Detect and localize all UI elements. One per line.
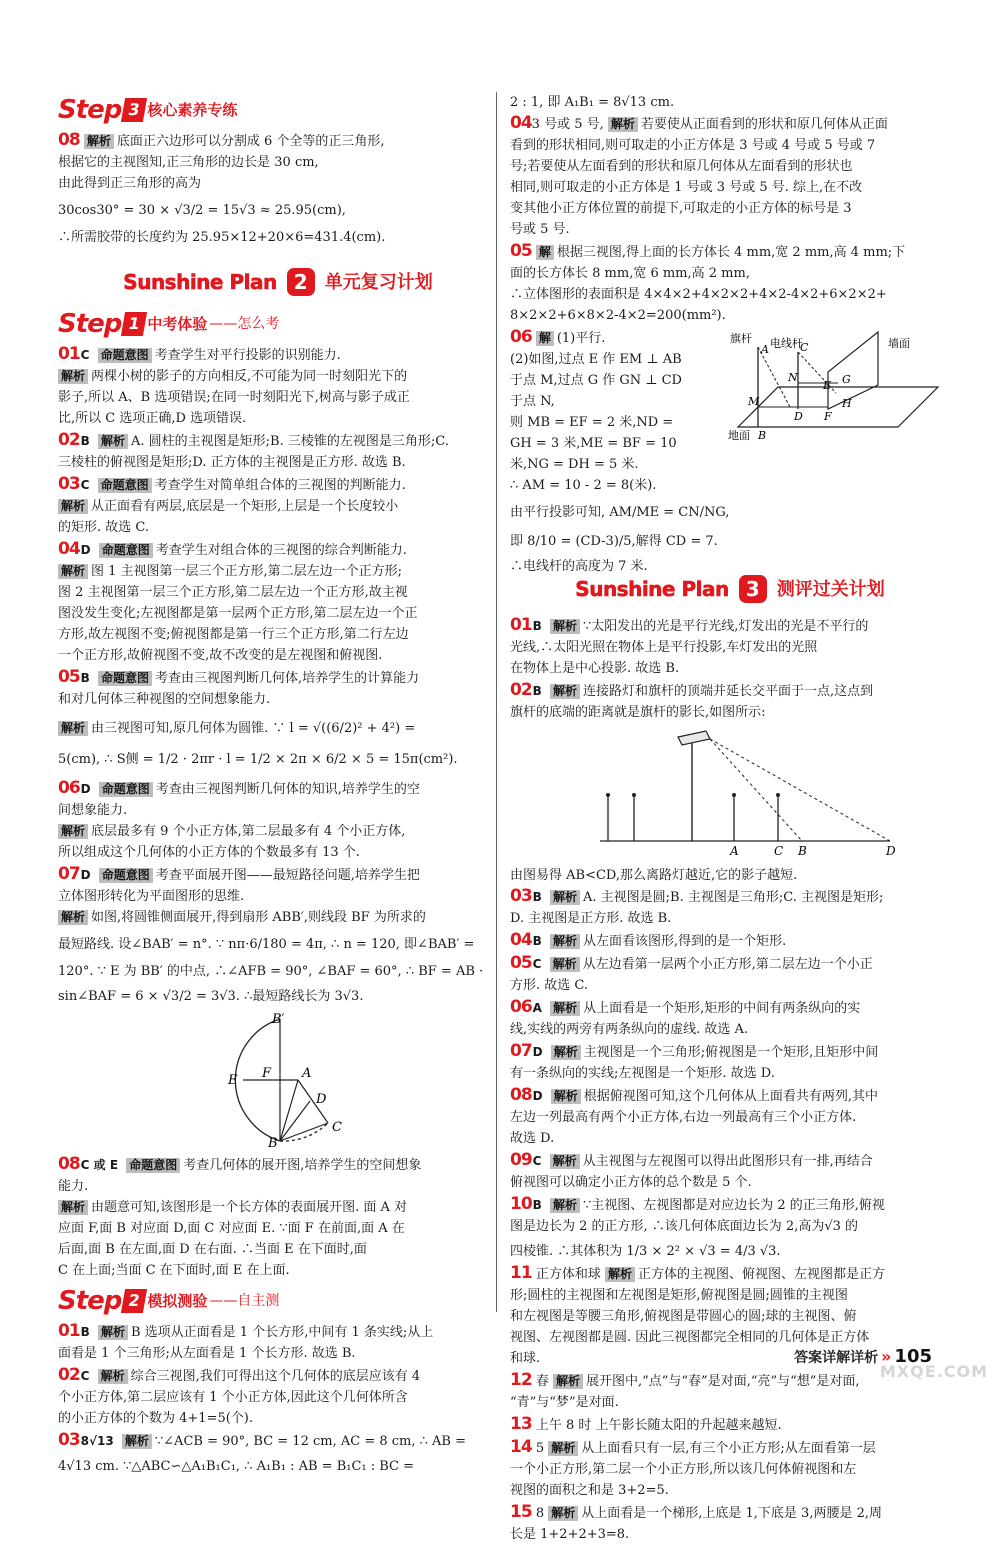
step-title: 中考体验 [147, 314, 208, 333]
label-e: E [228, 1073, 238, 1088]
answer: 正方体和球 [535, 1267, 601, 1282]
s04: 043 号或 5 号, 解析 若要使从正面看到的形状和原几何体从正面 看到的形状相同,则可取走的小正方体是 3 号或 4 号或 5 号或 7 号;若要使从左面看到的形状和原几何体从左面看到的形状也 相同,则可取走的小正方体是 1 号或 3 号或 5 号. 综上,在不改 变其他小正方体位置的前提下,可取走的小正方体的标号是 3 号或 5 号. [510, 113, 950, 240]
t01 [510, 615, 950, 679]
s01 [58, 1321, 498, 1364]
text-line: 从上面看是一个梯形,上底是 1,下底是 3,两腰是 2,周 [581, 1506, 882, 1521]
ray-1 [758, 347, 790, 407]
step-title: 模拟测验 [147, 1291, 208, 1310]
text-line: (1)平行. [556, 331, 606, 346]
text-line: 底层最多有 9 个小正方体,第二层最多有 4 个小正方体, [91, 824, 406, 839]
step-subtitle: ——怎么考 [209, 315, 280, 332]
text-line: 号;若要使从左面看到的形状和原几何体从左面看到的形状也 [510, 159, 853, 174]
text-line: 间想象能力. [58, 803, 128, 818]
question-number: 03 [510, 886, 532, 906]
text-line: 和左视图是等腰三角形,俯视图是带圆心的圆;球的主视图、俯 [510, 1309, 857, 1324]
question-number: 02 [510, 680, 532, 700]
text-line: 光线,∴太阳光照在物体上是平行投影,车灯发出的光照 [510, 640, 818, 655]
text-line: 一个正方形,故俯视图不变,故不改变的是左视图和俯视图. [58, 648, 383, 663]
label-d: D [794, 410, 803, 423]
t05 [510, 953, 950, 996]
text-line: 在物体上是中心投影. 故选 B. [510, 661, 680, 676]
analysis-tag: 解析 [550, 1154, 580, 1169]
analysis-tag: 解析 [98, 1369, 128, 1384]
text-line: 根据它的主视图知,正三角形的边长是 30 cm, [58, 155, 319, 170]
question-number: 14 [510, 1437, 532, 1457]
text-line: 展开图中,“点”与“春”是对面,“亮”与“想”是对面, [585, 1374, 860, 1389]
text-line: A. 圆柱的主视图是矩形;B. 三棱锥的左视图是三角形;C. [130, 434, 449, 449]
text-line: 个小正方体,第二层应该有 1 个小正方体,因此这个几何体所含 [58, 1390, 408, 1405]
answer: C 或 E [80, 1158, 119, 1172]
answer: 5 [535, 1441, 545, 1456]
q05 [58, 667, 498, 770]
question-number: 02 [58, 1365, 80, 1385]
plan-word: Sunshine Plan [575, 576, 729, 601]
question-number: 05 [510, 241, 532, 261]
text-line: 线,实线的两旁有两条纵向的虚线. 故选 A. [510, 1022, 749, 1037]
step-number: 1 [121, 312, 147, 336]
question-number: 13 [510, 1414, 532, 1434]
text-line: 如图,将圆锥侧面展开,得到扇形 ABB′,则线段 BF 为所求的 [91, 910, 426, 925]
analysis-tag: 解析 [58, 721, 88, 736]
intent-tag: 命题意图 [98, 348, 152, 363]
text-line: 视图的面积之和是 3+2=5. [510, 1483, 669, 1498]
pole-top-1 [606, 793, 610, 797]
math-line: 5(cm), ∴ S侧 = 1/2 · 2πr · l = 1/2 × 2π × 6/2 × 5 = 15π(cm²). [58, 752, 458, 767]
text-line: 两棵小树的影子的方向相反,不可能为同一时刻阳光下的 [91, 369, 408, 384]
text-line: “青”与“梦”是对面. [510, 1395, 619, 1410]
text-line: 形;圆柱的主视图和左视图是矩形,俯视图是圆;圆锥的主视图 [510, 1288, 848, 1303]
math-line: 四棱锥. ∴其体积为 1/3 × 2² × √3 = 4/3 √3. [510, 1244, 781, 1259]
label-c: C [800, 341, 809, 354]
text-line: 相同,则可取走的小正方体是 1 号或 3 号或 5 号. 综上,在不改 [510, 180, 863, 195]
analysis-tag: 解析 [58, 1200, 88, 1215]
analysis-tag: 解析 [550, 1198, 580, 1213]
answer: C [80, 478, 90, 492]
text-line: 主视图是一个三角形;俯视图是一个矩形,且矩形中间 [583, 1045, 879, 1060]
question-number: 05 [510, 953, 532, 973]
answer: C [532, 1154, 542, 1168]
step3-heading [58, 94, 498, 126]
text-line: 三棱柱的俯视图是矩形;D. 正方体的主视图是正方形. 故选 B. [58, 455, 406, 470]
text-line: 故选 D. [510, 1131, 555, 1146]
analysis-tag: 解析 [550, 957, 580, 972]
label-f: F [824, 410, 832, 423]
watermark-logo [864, 1317, 994, 1387]
answer: C [532, 957, 542, 971]
question-number: 08 [58, 130, 80, 150]
text-line: 面看是 1 个三角形;从左面看是 1 个长方形. 故选 B. [58, 1346, 356, 1361]
text-line: 由题意可知,该图形是一个长方体的表面展开图. 面 A 对 [91, 1200, 408, 1215]
text-line: ∴立体图形的表面积是 4×4×2+4×2×2+4×2-4×2+6×2×2+ [510, 287, 887, 302]
text-line: 则 MB = EF = 2 米,ND = [510, 415, 674, 430]
step-subtitle: ——自主测 [209, 1292, 280, 1309]
answer: 春 [535, 1374, 549, 1389]
step-number: 2 [121, 1289, 147, 1313]
plan-title: 单元复习计划 [324, 271, 433, 293]
text-line: 有一条纵向的实线;左视图是一个矩形. 故选 D. [510, 1066, 775, 1081]
t10 [510, 1194, 950, 1262]
text-line: C 在上面;当面 C 在下面时,面 E 在上面. [58, 1263, 290, 1278]
text-line: 图是边长为 2 的正方形, ∴该几何体底面边长为 2,高为√3 的 [510, 1219, 859, 1234]
intent-tag: 命题意图 [99, 543, 153, 558]
t14 [510, 1437, 950, 1501]
analysis-tag: 解析 [550, 684, 580, 699]
analysis-tag: 解析 [550, 890, 580, 905]
text-line: ∴所需胶带的长度约为 25.95×12+20×6=431.4(cm). [58, 230, 386, 245]
intent-tag: 命题意图 [126, 1158, 180, 1173]
t03 [510, 886, 950, 929]
label-a: A [761, 343, 769, 356]
text-line: 于点 M,过点 G 作 GN ⊥ CD [510, 373, 682, 388]
label-b-prime: B′ [272, 1012, 285, 1027]
text-line: 的小正方体的个数为 4+1=5(个). [58, 1411, 254, 1426]
text-line: ∴电线杆的高度为 7 米. [510, 559, 648, 574]
analysis-tag: 解析 [122, 1434, 152, 1449]
text-line: 考查由三视图判断几何体的知识,培养学生的空 [155, 782, 420, 797]
analysis-tag: 解析 [58, 910, 88, 925]
text-line: 考查学生对组合体的三视图的综合判断能力. [155, 543, 407, 558]
label-f: F [262, 1066, 272, 1081]
analysis-tag: 解析 [58, 824, 88, 839]
text-line: 由图易得 AB<CD,那么离路灯越近,它的影子越短. [510, 868, 798, 883]
answer: 3 号或 5 号 [531, 117, 600, 132]
answer: B [80, 434, 90, 448]
q02 [58, 430, 498, 473]
plan2-heading [58, 262, 498, 302]
text-line: 能力. [58, 1179, 89, 1194]
step1-heading [58, 308, 498, 340]
text-line: B 选项从正面看是 1 个长方形,中间有 1 条实线;从上 [130, 1325, 434, 1340]
text-line: 图 1 主视图第一层三个正方形,第二层左边一个正方形; [91, 564, 403, 579]
question-number: 03 [58, 474, 80, 494]
text-line: 后面,面 B 在左面,面 D 在右面. ∴当面 E 在下面时,面 [58, 1242, 367, 1257]
answer: B [532, 934, 542, 948]
text-line: 的矩形. 故选 C. [58, 520, 150, 535]
label-b: B [798, 844, 807, 858]
question-number: 11 [510, 1263, 532, 1283]
text-line: 从主视图与左视图可以得出此图形只有一排,再结合 [582, 1154, 873, 1169]
left-column [58, 90, 498, 1478]
s06 [510, 327, 950, 574]
intent-tag: 命题意图 [99, 868, 153, 883]
text-line: ∵主视图、左视图都是对应边长为 2 的正三角形,俯视 [582, 1198, 885, 1213]
text-line: 从左边看第一层两个小正方形,第二层左边一个小正 [582, 957, 873, 972]
question-number: 01 [58, 1321, 80, 1341]
text-line: 图 2 主视图第一层三个正方形,第二层左边一个正方形,故主视 [58, 585, 408, 600]
text-line: 所以组成这个几何体的小正方体的个数最多有 13 个. [58, 845, 360, 860]
text-line: 立体图形转化为平面图形的思维. [58, 889, 245, 904]
intent-tag: 命题意图 [99, 782, 153, 797]
question-number: 06 [510, 997, 532, 1017]
cone-net-figure [58, 1012, 498, 1151]
label-b: B [758, 429, 767, 442]
q07 [58, 864, 498, 1007]
label-flagpole: 旗杆 [730, 332, 752, 345]
question-number: 03 [58, 1430, 80, 1450]
question-number: 15 [510, 1502, 532, 1522]
text-line: 根据三视图,得上面的长方体长 4 mm,宽 2 mm,高 4 mm;下 [556, 245, 906, 260]
analysis-tag: 解析 [551, 1089, 581, 1104]
streetlight-figure [510, 729, 950, 859]
math-line: 即 8/10 = (CD-3)/5,解得 CD = 7. [510, 534, 718, 549]
text-line: 考查由三视图判断几何体,培养学生的计算能力 [154, 671, 420, 686]
label-a: A [302, 1066, 312, 1081]
question-number: 01 [58, 344, 80, 364]
text-line: 从上面看是一个矩形,矩形的中间有两条纵向的实 [583, 1001, 861, 1016]
text-line: 旗杆的底端的距离就是旗杆的影长,如图所示: [510, 705, 766, 720]
t02 [510, 680, 950, 723]
text-line: 和球. [510, 1351, 541, 1366]
t13 [510, 1414, 950, 1436]
double-chevron-icon: » [881, 1347, 892, 1366]
analysis-tag: 解析 [550, 934, 580, 949]
page-number: 105 [894, 1346, 932, 1367]
s03 [58, 1430, 498, 1477]
label-m: M [748, 395, 760, 408]
watermark-text: MXQE.COM [879, 1362, 988, 1381]
answer: B [80, 1325, 90, 1339]
label-b: B [268, 1136, 278, 1151]
t07 [510, 1041, 950, 1084]
wall-plane [828, 332, 878, 409]
q03 [58, 474, 498, 538]
answer: B [532, 890, 542, 904]
text-line: A. 主视图是圆;B. 主视图是三角形;C. 主视图是矩形; [582, 890, 884, 905]
t06 [510, 997, 950, 1040]
label-pole: 电线杆 [770, 337, 803, 350]
text-line: 考查学生对简单组合体的三视图的判断能力. [154, 478, 406, 493]
label-wall: 墙面 [888, 337, 910, 350]
text-line: 考查学生对平行投影的识别能力. [154, 348, 341, 363]
analysis-tag: 解析 [553, 1374, 583, 1389]
analysis-tag: 解析 [551, 1045, 581, 1060]
text-line: 比,所以 C 选项正确,D 选项错误. [58, 411, 247, 426]
answer: D [80, 868, 91, 882]
text-line: 看到的形状相同,则可取走的小正方体是 3 号或 4 号或 5 号或 7 [510, 138, 876, 153]
math-line: sin∠BAF = 6 × √3/2 = 3√3. ∴最短路线长为 3√3. [58, 989, 364, 1004]
q08a [58, 130, 498, 248]
question-number: 06 [510, 327, 532, 347]
t15 [510, 1502, 950, 1545]
label-g: G [842, 373, 851, 386]
question-number: 10 [510, 1194, 532, 1214]
math-line: 最短路线. 设∠BAB′ = n°. ∵ nπ·6/180 = 4π, ∴ n = 120, 即∠BAB′ = [58, 937, 475, 952]
answer: B [532, 1198, 542, 1212]
text-line: 从正面看有两层,底层是一个矩形,上层是一个长度较小 [91, 499, 399, 514]
text-line: D. 主视图是正方形. 故选 B. [510, 911, 672, 926]
label-c: C [774, 844, 784, 858]
intent-tag: 命题意图 [98, 671, 152, 686]
analysis-tag: 解析 [605, 1267, 635, 1282]
answer: A [532, 1001, 542, 1015]
solution-tag: 解 [536, 331, 554, 346]
step-number: 3 [121, 98, 147, 122]
answer: D [532, 1089, 543, 1103]
plan-title: 测评过关计划 [776, 578, 885, 600]
text-line: 上午影长随太阳的升起越来越短. [595, 1418, 782, 1433]
text-line: 方形. 故选 C. [510, 978, 589, 993]
question-number: 05 [58, 667, 80, 687]
text-line: 方形,故左视图不变;俯视图都是第一行三个正方形,第二行左边 [58, 627, 409, 642]
math-line: 4√13 cm. ∵△ABC∽△A₁B₁C₁, ∴ A₁B₁ : AB = B₁C₁ : BC = [58, 1459, 415, 1474]
label-h: H [842, 397, 852, 410]
q04 [58, 539, 498, 666]
text-line: 左边一列最高有两个小正方体,右边一列最高有三个小正方体. [510, 1110, 857, 1125]
label-e: E [823, 379, 832, 392]
question-number: 06 [58, 778, 80, 798]
analysis-tag: 解析 [58, 564, 88, 579]
step2-heading [58, 1285, 498, 1317]
q06 [58, 778, 498, 863]
question-number: 02 [58, 430, 80, 450]
math-line: 120°. ∵ E 为 BB′ 的中点, ∴∠AFB = 90°, ∠BAF = 60°, ∴ BF = AB · [58, 964, 484, 979]
question-number: 12 [510, 1370, 532, 1390]
math-line: 由平行投影可知, AM/ME = CN/NG, [510, 505, 730, 520]
text-line: 从上面看只有一层,有三个小正方形;从左面看第一层 [581, 1441, 876, 1456]
answer: B [80, 671, 90, 685]
text-line: 综合三视图,我们可得出这个几何体的底层应该有 4 [130, 1369, 421, 1384]
analysis-tag: 解析 [58, 369, 88, 384]
text-line: 底面正六边形可以分割成 6 个全等的正三角形, [116, 134, 385, 149]
analysis-tag: 解析 [98, 434, 128, 449]
s02 [58, 1365, 498, 1429]
text-line: 连接路灯和旗杆的顶端并延长交平面于一点,这点到 [582, 684, 874, 699]
math-line: ∵∠ACB = 90°, BC = 12 cm, AC = 8 cm, ∴ AB = [154, 1434, 466, 1449]
pole-top-3 [732, 793, 736, 797]
question-number: 04 [510, 930, 532, 950]
text-line: 号或 5 号. [510, 222, 570, 237]
ray-to-d [710, 739, 890, 841]
step-title: 核心素养专练 [147, 100, 238, 119]
answer: 上午 8 时 [535, 1418, 592, 1433]
step-word: Step [58, 94, 122, 125]
answer: B [532, 619, 542, 633]
text-line: 从左面看该图形,得到的是一个矩形. [582, 934, 787, 949]
text-line: 考查几何体的展开图,培养学生的空间想象 [183, 1158, 422, 1173]
analysis-tag: 解析 [608, 117, 638, 132]
analysis-tag: 解析 [548, 1506, 578, 1521]
text-line: 米,NG = DH = 5 米. [510, 457, 639, 472]
footer-label: 答案详解详析 [794, 1349, 879, 1366]
label-c: C [332, 1120, 342, 1135]
t09 [510, 1150, 950, 1193]
plan-number: 2 [287, 268, 315, 296]
text-line: 和对几何体三种视图的空间想象能力. [58, 692, 271, 707]
question-number: 04 [58, 539, 80, 559]
text-line: 应面 F,面 B 对应面 D,面 C 对应面 E. ∵面 F 在前面,面 A 在 [58, 1221, 405, 1236]
math-line: 30cos30° = 30 × √3/2 = 15√3 ≈ 25.95(cm), [58, 203, 346, 218]
answer: D [532, 1045, 543, 1059]
text-line: 图没发生变化;左视图都是第一层两个正方形,第二层左边一个正 [58, 606, 418, 621]
label-d: D [316, 1092, 327, 1107]
analysis-tag: 解析 [84, 134, 114, 149]
question-number: 07 [510, 1041, 532, 1061]
text-line: 由此得到正三角形的高为 [58, 176, 202, 191]
analysis-tag: 解析 [550, 1001, 580, 1016]
answer: 8 [535, 1506, 545, 1521]
intent-tag: 命题意图 [98, 478, 152, 493]
question-number: 09 [510, 1150, 532, 1170]
t04 [510, 930, 950, 952]
text-line: 影子,所以 A、B 选项错误;在同一时刻阳光下,树高与影子成正 [58, 390, 410, 405]
question-number: 01 [510, 615, 532, 635]
text-line: 8×2×2+6×8×2-4×2=200(mm²). [510, 308, 726, 323]
s05 [510, 241, 950, 326]
text-line: 考查平面展开图——最短路径问题,培养学生把 [155, 868, 420, 883]
text-line: GH = 3 米,ME = BF = 10 [510, 436, 677, 451]
text-line: 变其他小正方体位置的前提下,可取走的小正方体的标号是 3 [510, 201, 852, 216]
text-line: 于点 N, [510, 394, 555, 409]
question-number: 08 [510, 1085, 532, 1105]
answer: D [80, 543, 91, 557]
t08 [510, 1085, 950, 1149]
ray-to-b [710, 739, 802, 841]
analysis-tag: 解析 [98, 1325, 128, 1340]
analysis-tag: 解析 [58, 499, 88, 514]
question-number: 04 [510, 113, 532, 133]
step-word: Step [58, 308, 122, 339]
question-number: 08 [58, 1154, 80, 1174]
answer: C [80, 348, 90, 362]
q08b [58, 1154, 498, 1281]
pole-top-2 [632, 793, 636, 797]
pole-top-4 [776, 793, 780, 797]
answer: B [532, 684, 542, 698]
text-line: 俯视图可以确定小正方体的总个数是 5 个. [510, 1175, 752, 1190]
text-line: 长是 1+2+2+3=8. [510, 1527, 630, 1542]
answer: D [80, 782, 91, 796]
label-a: A [730, 844, 739, 858]
analysis-tag: 解析 [548, 1441, 578, 1456]
text-line: ∵太阳发出的光是平行光线,灯发出的光是不平行的 [582, 619, 869, 634]
solution-tag: 解 [536, 245, 554, 260]
math-line: 由三视图可知,原几何体为圆锥. ∵ l = √((6/2)² + 4²) = [91, 721, 416, 736]
plan-word: Sunshine Plan [123, 269, 277, 294]
label-d: D [886, 844, 896, 858]
text-line: 一个小正方形,第二层一个小正方形,所以该几何体俯视图和左 [510, 1462, 857, 1477]
answer: C [80, 1369, 90, 1383]
text-line: 视图、左视图都是圆. 因此三视图都完全相同的几何体是正方体 [510, 1330, 870, 1345]
text-line: (2)如图,过点 E 作 EM ⊥ AB [510, 352, 682, 367]
plan-number: 3 [739, 575, 767, 603]
question-number: 07 [58, 864, 80, 884]
text-line: 正方体的主视图、俯视图、左视图都是正方 [637, 1267, 885, 1282]
answer: 8√13 [80, 1434, 114, 1448]
segment-ab [280, 1080, 298, 1141]
text-line: ∴ AM = 10 - 2 = 8(米). [510, 478, 657, 493]
math-line: 2 : 1, 即 A₁B₁ = 8√13 cm. [510, 95, 675, 110]
text-line: 面的长方体长 8 mm,宽 6 mm,高 2 mm, [510, 266, 750, 281]
analysis-tag: 解析 [550, 619, 580, 634]
lamp-head [678, 731, 710, 745]
text-line: 根据俯视图可知,这个几何体从上面看共有两列,其中 [583, 1089, 879, 1104]
text-line: 若要使从正面看到的形状和原几何体从正面 [640, 117, 888, 132]
label-n: N [788, 371, 798, 384]
pole-shadow-figure [728, 327, 948, 442]
label-ground: 地面 [728, 429, 750, 442]
q01 [58, 344, 498, 429]
step-word: Step [58, 1285, 122, 1316]
